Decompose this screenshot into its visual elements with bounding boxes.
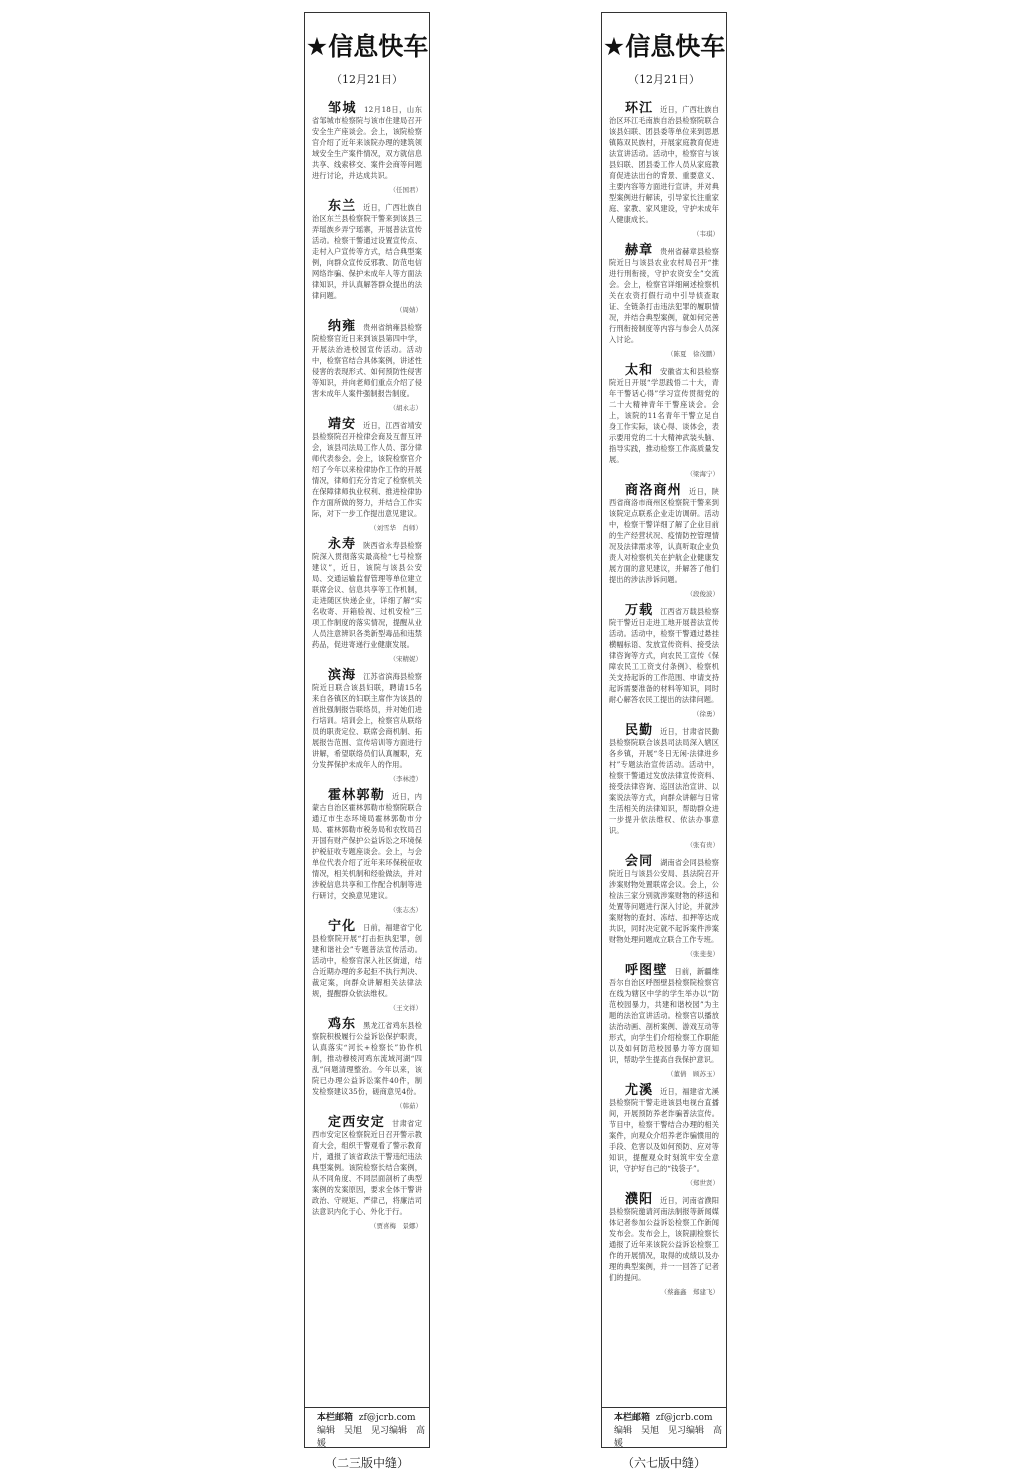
news-author: （贾喜梅 景娜） bbox=[370, 1222, 422, 1230]
news-item bbox=[312, 1117, 422, 1233]
news-body bbox=[312, 103, 422, 181]
news-column-left bbox=[304, 12, 430, 1448]
news-author: （梁海宁） bbox=[686, 470, 719, 478]
news-text: 近日，河南省濮阳县检察院邀请河南法制报等新闻媒体记者参加公益诉讼检察工作新闻发布会。发布会上，该院副检察长通报了近年来该院公益诉讼检察工作的开展情况，取得的成绩以及办理的典型案例，并一一回答了记者们的提问。 bbox=[609, 1196, 719, 1282]
news-item bbox=[312, 201, 422, 317]
news-item bbox=[609, 245, 719, 361]
place-name: 赫章 bbox=[625, 243, 654, 258]
news-author: （张斐斐） bbox=[686, 950, 719, 958]
news-author: （宋精妮） bbox=[389, 655, 422, 663]
news-item bbox=[609, 1194, 719, 1299]
editor-credits: 编辑 吴旭 见习编辑 高媛 bbox=[317, 1426, 426, 1448]
news-item bbox=[312, 670, 422, 786]
place-name: 鸡东 bbox=[328, 1017, 357, 1032]
news-author: （胡永志） bbox=[389, 404, 422, 412]
place-name: 靖安 bbox=[328, 417, 357, 432]
news-item bbox=[312, 321, 422, 415]
news-author: （董倩 顾苏玉） bbox=[667, 1070, 719, 1078]
email-address: zf@jcrb.com bbox=[358, 1413, 416, 1423]
place-name: 尤溪 bbox=[625, 1083, 654, 1098]
place-name: 滨海 bbox=[328, 668, 357, 683]
place-name: 濮阳 bbox=[625, 1192, 654, 1207]
place-name: 纳雍 bbox=[328, 319, 357, 334]
news-author: （任国君） bbox=[389, 186, 422, 194]
email-label: 本栏邮箱 bbox=[317, 1413, 354, 1423]
place-name: 霍林郭勒 bbox=[328, 788, 386, 803]
news-item bbox=[609, 365, 719, 481]
place-name: 太和 bbox=[625, 363, 654, 378]
news-item bbox=[609, 965, 719, 1081]
news-body bbox=[312, 921, 422, 999]
news-body bbox=[609, 605, 719, 705]
place-name: 呼图壁 bbox=[625, 963, 668, 978]
news-text: 江西省万载县检察院干警近日走进工地开展普法宣传活动。活动中，检察干警通过悬挂横幅标语、发放宣传资料、接受法律咨询等方式，向农民工宣传《保障农民工工资支付条例》、检察机关支持起诉的工作范围、申请支持起诉需要准备的材料等知识，同时耐心解答农民工提出的法律问题。 bbox=[609, 607, 719, 704]
news-author: （徐勇） bbox=[693, 710, 719, 718]
news-body bbox=[609, 1085, 719, 1174]
column-header bbox=[602, 13, 726, 99]
news-text: 江苏省滨海县检察院近日联合该县妇联，聘请15名来自各镇区的妇联主席作为该县的首批强制报告联络员，并对她们进行培训。培训会上，检察官从联络员的职责定位、联席会商机制、拓展报告范围、宣传培训等方面进行讲解，希望联络员们认真履职，充分发挥保护未成年人的作用。 bbox=[312, 672, 422, 769]
column-footer bbox=[602, 1407, 726, 1447]
column-header bbox=[305, 13, 429, 99]
news-body bbox=[312, 539, 422, 650]
article-list bbox=[602, 103, 726, 1299]
place-name: 民勤 bbox=[625, 723, 654, 738]
place-name: 宁化 bbox=[328, 919, 357, 934]
news-item bbox=[312, 1019, 422, 1113]
news-body bbox=[312, 419, 422, 519]
news-author: （王文祥） bbox=[389, 1004, 422, 1012]
news-body bbox=[312, 1117, 422, 1217]
place-name: 邹城 bbox=[328, 101, 357, 116]
news-author: （周婧） bbox=[396, 306, 422, 314]
news-text: 近日，甘肃省民勤县检察院联合该县司法局深入辖区各乡镇，开展“冬日无闲·法律进乡村”专题法治宣传活动。活动中，检察干警通过发放法律宣传资料、接受法律咨询、巡回法治宣讲、以案说法等方式，向群众讲解与日常生活相关的法律知识，帮助群众进一步提升依法维权、依法办事意识。 bbox=[609, 727, 719, 835]
news-item bbox=[312, 539, 422, 666]
email-label: 本栏邮箱 bbox=[614, 1413, 651, 1423]
place-name: 东兰 bbox=[328, 199, 357, 214]
gutter-caption-left: （二三版中缝） bbox=[324, 1456, 409, 1470]
column-footer bbox=[305, 1407, 429, 1447]
news-text: 近日，陕西省商洛市商州区检察院干警来到该院定点联系企业走访调研。活动中，检察干警详细了解了企业目前的生产经营状况、疫情防控管理情况及法律需求等，认真听取企业负责人对检察机关在护航企业健康发展方面的意见建议，并解答了他们提出的涉法涉诉问题。 bbox=[609, 487, 719, 584]
place-name: 会同 bbox=[625, 854, 654, 869]
news-item bbox=[609, 103, 719, 241]
email-address: zf@jcrb.com bbox=[655, 1413, 713, 1423]
news-item bbox=[609, 1085, 719, 1190]
place-name: 定西安定 bbox=[328, 1115, 386, 1130]
news-text: 12月18日，山东省邹城市检察院与该市住建局召开安全生产座谈会。会上，该院检察官介绍了近年来该院办理的建筑领域安全生产案件情况，双方就信息共享、线索移交、案件会商等问题进行讨论，并达成共识。 bbox=[312, 105, 422, 180]
gutter-caption-right: （六七版中缝） bbox=[621, 1456, 706, 1470]
news-author: （陈夏 徐茂鹏） bbox=[667, 350, 719, 358]
news-item bbox=[312, 790, 422, 917]
news-author: （蔡鑫鑫 郑建飞） bbox=[660, 1288, 719, 1296]
news-body bbox=[609, 856, 719, 945]
news-body bbox=[312, 201, 422, 301]
news-body bbox=[609, 365, 719, 465]
news-body bbox=[609, 1194, 719, 1283]
news-item bbox=[312, 921, 422, 1015]
news-body bbox=[609, 103, 719, 225]
column-date: （12月21日） bbox=[628, 73, 700, 86]
news-item bbox=[312, 419, 422, 535]
news-author: （郑世贤） bbox=[686, 1179, 719, 1187]
news-author: （韩茹） bbox=[396, 1102, 422, 1110]
news-text: 贵州省纳雍县检察院检察官近日来到该县第四中学，开展法治进校园宣传活动。活动中，检察官结合具体案例，讲述性侵害的表现形式、如何预防性侵害等知识，并向老师们重点介绍了侵害未成年人案件强制报告制度。 bbox=[312, 323, 422, 398]
news-item bbox=[609, 725, 719, 852]
column-title: ★信息快车 bbox=[305, 32, 429, 61]
editor-credits: 编辑 吴旭 见习编辑 高媛 bbox=[614, 1426, 723, 1448]
news-body bbox=[312, 670, 422, 770]
news-item bbox=[609, 605, 719, 721]
news-body bbox=[609, 485, 719, 585]
place-name: 永寿 bbox=[328, 537, 357, 552]
news-item bbox=[609, 485, 719, 601]
news-column-right bbox=[601, 12, 727, 1448]
news-item bbox=[312, 103, 422, 197]
news-body bbox=[312, 790, 422, 901]
news-text: 日前，福建省宁化县检察院开展“打击拒执犯罪，创建和谐社会”专题普法宣传活动。活动中，检察官深入社区街道，结合近期办理的多起拒不执行判决、裁定案，向群众讲解相关法律法规，提醒群众依法维权。 bbox=[312, 923, 422, 998]
news-item bbox=[609, 856, 719, 961]
news-body bbox=[609, 965, 719, 1065]
news-text: 日前，新疆维吾尔自治区呼图壁县检察院检察官在线为辖区中学的学生举办以“防范校园暴力，共建和谐校园”为主题的法治宣讲活动。检察官以播放法治动画、剖析案例、游戏互动等形式，向学生们介绍检察工作职能以及如何防范校园暴力等方面知识，帮助学生提高自我保护意识。 bbox=[609, 967, 719, 1064]
news-body bbox=[609, 725, 719, 836]
news-author: （韦琪） bbox=[693, 230, 719, 238]
news-text: 近日，福建省尤溪县检察院干警走进该县电视台直播间，开展预防养老诈骗普法宣传。节目中，检察干警结合办理的相关案件，向观众介绍养老诈骗惯用的手段、危害以及如何预防、应对等知识，提醒观众时刻筑牢安全意识，守护好自己的“钱袋子”。 bbox=[609, 1087, 719, 1173]
news-body bbox=[312, 1019, 422, 1097]
news-author: （张志杰） bbox=[389, 906, 422, 914]
place-name: 商洛商州 bbox=[625, 483, 683, 498]
news-text: 甘肃省定西市安定区检察院近日召开警示教育大会，组织干警观看了警示教育片，通报了该省政法干警违纪违法典型案例。该院检察长结合案例，从不同角度、不同层面剖析了典型案例的发案原因，要求全体干警讲政治、守规矩、严律己，将廉洁司法意识内化于心、外化于行。 bbox=[312, 1119, 422, 1216]
place-name: 环江 bbox=[625, 101, 654, 116]
place-name: 万载 bbox=[625, 603, 654, 618]
news-text: 陕西省永寿县检察院深入贯彻落实最高检“七号检察建议”，近日，该院与该县公安局、交通运输监督管理等单位建立联席会议、信息共享等工作机制，走进随区快递企业，详细了解“实名收寄、开箱验视、过机安检”三项工作制度的落实情况，提醒从业人员注意辨识各类新型毒品和违禁药品，促进寄递行业健康发展。 bbox=[312, 541, 422, 649]
news-author: （李林滢） bbox=[389, 775, 422, 783]
article-list bbox=[305, 103, 429, 1233]
news-text: 近日，内蒙古自治区霍林郭勒市检察院联合通辽市生态环境局霍林郭勒市分局、霍林郭勒市税务局和农牧局召开国有财产保护公益诉讼之环境保护税征收专题座谈会。会上，与会单位代表介绍了近年来环保税征收情况，相关机制和经验做法，并对涉税信息共享和工作配合机制等进行研讨，交换意见建议。 bbox=[312, 792, 422, 900]
news-text: 近日，广西壮族自治区东兰县检察院干警来到该县三弄瑶族乡弄宁瑶寨，开展普法宣传活动。检察干警通过设置宣传点、走村入户宣传等方式，结合典型案例，向群众宣传反邪教、防范电信网络诈骗、保护未成年人等方面法律知识，并认真解答群众提出的法律问题。 bbox=[312, 203, 422, 300]
news-text: 湖南省会同县检察院近日与该县公安局、县法院召开涉案财物处置联席会议。会上，公检法三家分别就涉案财物的移送和处置等问题进行深入讨论，并就涉案财物的查封、冻结、扣押等达成共识，同时决定就不起诉案件涉案财物处理问题成立联合工作专班。 bbox=[609, 858, 719, 944]
news-author: （张有贵） bbox=[686, 841, 719, 849]
news-author: （段俊波） bbox=[686, 590, 719, 598]
column-title: ★信息快车 bbox=[602, 32, 726, 61]
news-text: 贵州省赫章县检察院近日与该县农业农村局召开“推进行刑衔接，守护农资安全”交流会。会上，检察官详细阐述检察机关在农资打假行动中引导侦查取证、全链条打击违法犯罪的履职情况，并结合典型案例，就如何完善行刑衔接制度等内容与参会人员深入讨论。 bbox=[609, 247, 719, 344]
news-body bbox=[609, 245, 719, 345]
news-text: 近日，江西省靖安县检察院召开检律会商及互督互评会，该县司法局工作人员、部分律师代表参会。会上，该院检察官介绍了今年以来检律协作工作的开展情况，律师们充分肯定了检察机关在保障律师执业权利、推进检律协作方面所做的努力，并结合工作实际，对下一步工作提出意见建议。 bbox=[312, 421, 422, 518]
column-date: （12月21日） bbox=[331, 73, 403, 86]
news-text: 近日，广西壮族自治区环江毛南族自治县检察院联合该县妇联、团县委等单位来到思恩镇陈双民族村，开展家庭教育促进法宣讲活动。活动中，检察官与该县妇联、团县委工作人员从家庭教育促进法出台的背景、重要意义、主要内容等方面进行宣讲，并对典型案例进行解读，引导家长注重家庭、家教、家风建设，守护未成年人健康成长。 bbox=[609, 105, 719, 224]
news-text: 安徽省太和县检察院近日开展“学思践悟二十大，青年干警话心得”学习宣传贯彻党的二十大精神青年干警座谈会。会上，该院的11名青年干警立足自身工作实际，谈心得、谈体会，表示要用党的二十大精神武装头脑、指导实践，推动检察工作高质量发展。 bbox=[609, 367, 719, 464]
news-text: 黑龙江省鸡东县检察院积极履行公益诉讼保护职责，认真落实“河长+检察长”协作机制，推动穆棱河鸡东流域河湖“四乱”问题清理整治。今年以来，该院已办理公益诉讼案件40件，制发检察建议35份，磋商意见4份。 bbox=[312, 1021, 422, 1096]
news-body bbox=[312, 321, 422, 399]
news-author: （刘雪华 肖师） bbox=[370, 524, 422, 532]
